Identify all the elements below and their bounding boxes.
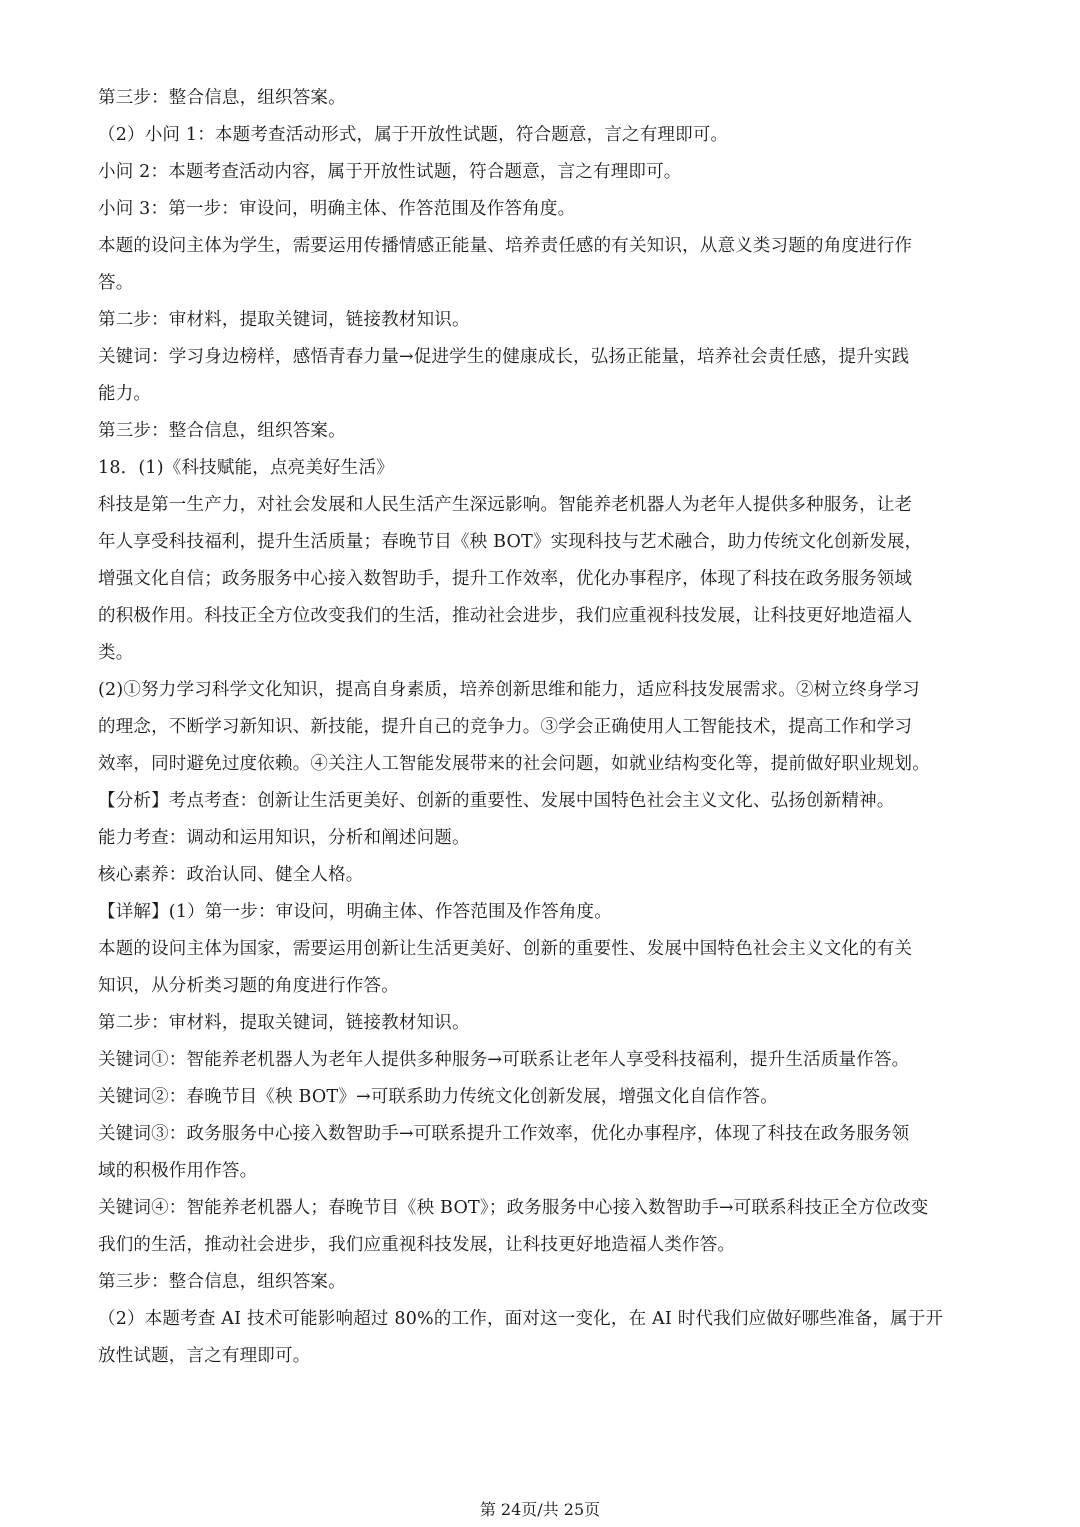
text-line: 核心素养：政治认同、健全人格。 (98, 865, 364, 885)
text-line: 【分析】考点考查：创新让生活更美好、创新的重要性、发展中国特色社会主义文化、弘扬创新精神。 (98, 791, 895, 811)
text-line: 知识，从分析类习题的角度进行作答。 (98, 976, 399, 996)
text-line: 小问 2：本题考查活动内容，属于开放性试题，符合题意，言之有理即可。 (98, 162, 682, 182)
text-line: 的积极作用。科技正全方位改变我们的生活，推动社会进步，我们应重视科技发展，让科技更好地造福人 (98, 606, 913, 626)
text-line: 关键词①：智能养老机器人为老年人提供多种服务→可联系让老年人享受科技福利，提升生活质量作答。 (98, 1050, 910, 1070)
text-line: 第二步：审材料，提取关键词，链接教材知识。 (98, 1013, 470, 1033)
page-number: 第 24页/共 25页 (479, 1500, 601, 1519)
text-line: 关键词②：春晚节目《秧 BOT》→可联系助力传统文化创新发展，增强文化自信作答。 (98, 1087, 778, 1107)
text-line: 第二步：审材料，提取关键词，链接教材知识。 (98, 310, 470, 330)
text-line: 的理念，不断学习新知识、新技能，提升自己的竞争力。③学会正确使用人工智能技术，提高工作和学习 (98, 717, 913, 737)
text-line: 放性试题，言之有理即可。 (98, 1346, 311, 1366)
text-line: 第三步：整合信息，组织答案。 (98, 421, 346, 441)
text-line: 【详解】(1）第一步：审设问，明确主体、作答范围及作答角度。 (98, 902, 612, 922)
text-line: 关键词③：政务服务中心接入数智助手→可联系提升工作效率，优化办事程序，体现了科技在政务服务领 (98, 1124, 910, 1144)
document-body (98, 80, 986, 1375)
text-line: 能力考查：调动和运用知识，分析和阐述问题。 (98, 828, 470, 848)
text-line: 本题的设问主体为国家，需要运用创新让生活更美好、创新的重要性、发展中国特色社会主义文化的有关 (98, 939, 913, 959)
text-line: 能力。 (98, 384, 152, 404)
text-line: 小问 3：第一步：审设问，明确主体、作答范围及作答角度。 (98, 199, 576, 219)
text-line: 我们的生活，推动社会进步，我们应重视科技发展，让科技更好地造福人类作答。 (98, 1235, 736, 1255)
text-line: 关键词④：智能养老机器人；春晚节目《秧 BOT》；政务服务中心接入数智助手→可联系科技正全方位改变 (98, 1198, 929, 1218)
text-line: 年人享受科技福利，提升生活质量；春晚节目《秧 BOT》实现科技与艺术融合，助力传统文化创新发展， (98, 532, 923, 552)
text-line: (2)①努力学习科学文化知识，提高自身素质，培养创新思维和能力，适应科技发展需求。②树立终身学习 (98, 680, 920, 700)
text-line: 效率，同时避免过度依赖。④关注人工智能发展带来的社会问题，如就业结构变化等，提前做好职业规划。 (98, 754, 930, 774)
text-line: 关键词：学习身边榜样，感悟青春力量→促进学生的健康成长，弘扬正能量，培养社会责任感，提升实践 (98, 347, 910, 367)
text-line: 域的积极作用作答。 (98, 1161, 258, 1181)
text-line: 本题的设问主体为学生，需要运用传播情感正能量、培养责任感的有关知识，从意义类习题的角度进行作 (98, 236, 913, 256)
text-line: （2）小问 1：本题考查活动形式，属于开放性试题，符合题意，言之有理即可。 (98, 125, 729, 145)
text-line: 18．(1)《科技赋能，点亮美好生活》 (98, 458, 394, 478)
text-line: 类。 (98, 643, 134, 663)
text-line: 答。 (98, 273, 134, 293)
text-line: 第三步：整合信息，组织答案。 (98, 88, 346, 108)
text-line: （2）本题考查 AI 技术可能影响超过 80%的工作，面对这一变化，在 AI 时代我们应做好哪些准备，属于开 (98, 1309, 944, 1329)
text-line: 增强文化自信；政务服务中心接入数智助手，提升工作效率，优化办事程序，体现了科技在政务服务领域 (98, 569, 913, 589)
text-line: 第三步：整合信息，组织答案。 (98, 1272, 346, 1292)
text-line: 科技是第一生产力，对社会发展和人民生活产生深远影响。智能养老机器人为老年人提供多种服务，让老 (98, 495, 913, 515)
